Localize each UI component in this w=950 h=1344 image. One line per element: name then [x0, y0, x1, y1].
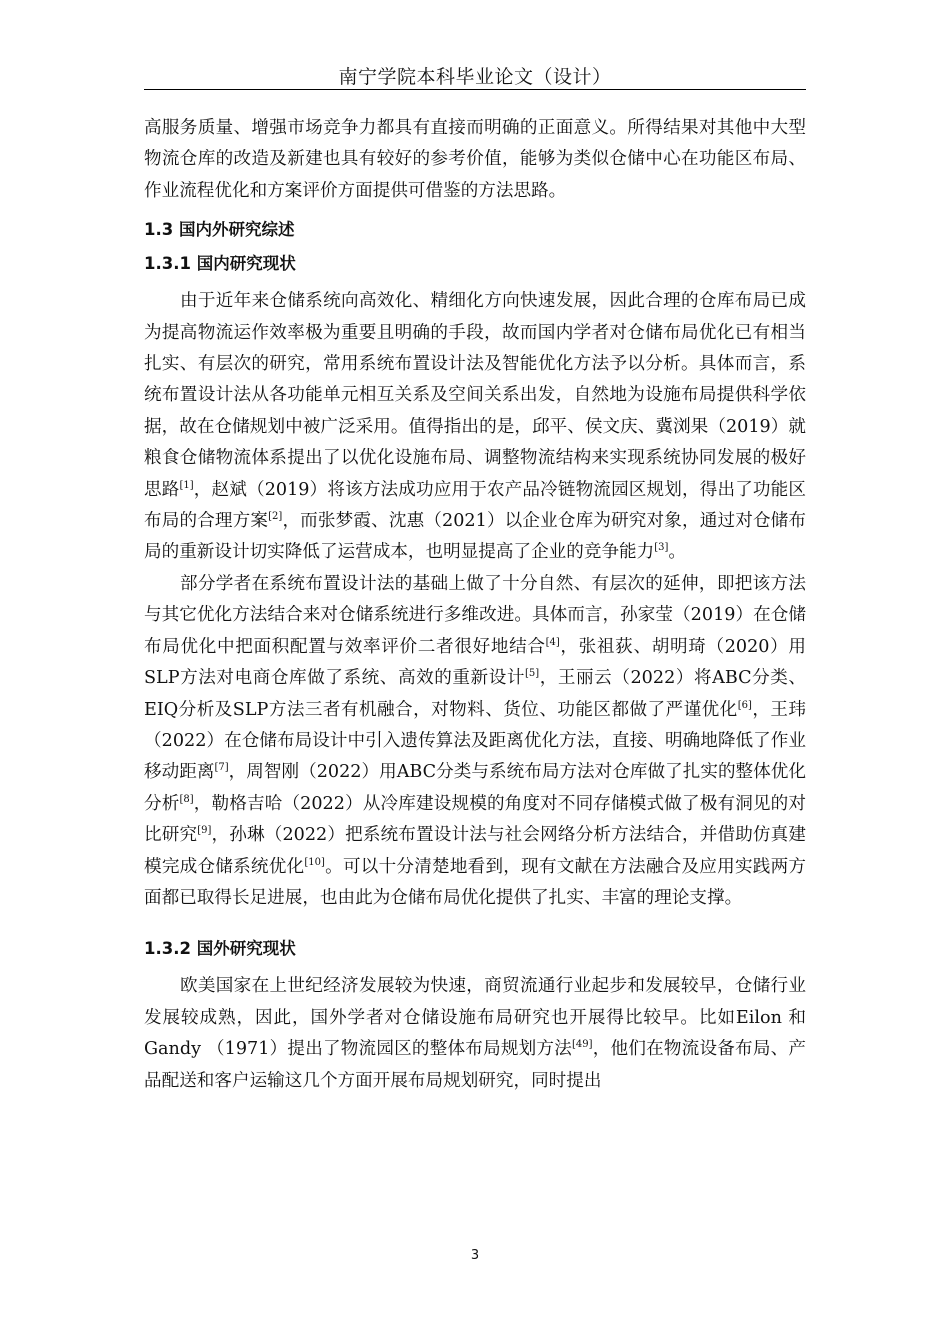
citation-ref-6: [6]	[737, 699, 752, 711]
foreign-research-paragraph-1	[144, 971, 806, 1097]
citation-ref-49: [49]	[572, 1039, 593, 1051]
text-run: 。可以十分清楚地看到，现有文献在方法融合及应用实践两方面都已取得长足进展，也由此为仓储布局优化提供了扎实、丰富的理论支撑。	[144, 856, 806, 908]
citation-ref-7: [7]	[214, 762, 229, 774]
text-run: ，赵斌（2019）将该方法成功应用于农产品冷链物流园区规划，得出了功能区布局的合理方案	[144, 479, 806, 532]
section-heading-1-3-2: 1.3.2 国外研究现状	[144, 939, 296, 959]
domestic-research-paragraph-1	[144, 286, 806, 569]
page-body	[144, 113, 806, 1097]
text-run: ，王丽云（2022）将ABC分类、EIQ分析及SLP方法三者有机融合，对物料、货位、功能区都做了严谨优化	[144, 668, 806, 720]
text-run: 由于近年来仓储系统向高效化、精细化方向快速发展，因此合理的仓库布局已成为提高物流运作效率极为重要且明确的手段，故而国内学者对仓储布局优化已有相当扎实、有层次的研究，常用系统布置设计法及智能优化方法予以分析。具体而言，系统布置设计法从各功能单元相互关系及空间关系出发，自然地为设施布局提供科学依据，故在仓储规划中被广泛采用。值得指出的是，邱平、侯文庆、冀浏果（2019）就粮食仓储物流体系提出了以优化设施布局、调整物流结构来实现系统协同发展的极好思路	[144, 291, 806, 500]
text-run: ，孙琳（2022）把系统布置设计法与社会网络分析方法结合，并借助仿真建模完成仓储系统优化	[144, 825, 806, 877]
running-header: 南宁学院本科毕业论文（设计）	[338, 66, 612, 88]
section-heading-1-3: 1.3 国内外研究综述	[144, 220, 295, 240]
citation-ref-8: [8]	[179, 793, 194, 805]
page-number: 3	[470, 1248, 480, 1263]
text-run: ，勒格吉哈（2022）从冷库建设规模的角度对不同存储模式做了极有洞见的对比研究	[144, 793, 806, 846]
domestic-research-paragraph-2	[144, 569, 806, 914]
text-run: 部分学者在系统布置设计法的基础上做了十分自然、有层次的延伸，即把该方法与其它优化方法结合来对仓储系统进行多维改进。具体而言，孙家莹（2019）在仓储布局优化中把面积配置与效率评价二者很好地结合	[144, 573, 806, 657]
text-run: ，周智刚（2022）用ABC分类与系统布局方法对仓库做了扎实的整体优化分析	[144, 762, 806, 814]
text-run: 。	[668, 542, 687, 563]
citation-ref-5: [5]	[525, 668, 540, 680]
citation-ref-10: [10]	[304, 856, 325, 868]
citation-ref-1: [1]	[179, 479, 194, 491]
intro-paragraph: 高服务质量、增强市场竞争力都具有直接而明确的正面意义。所得结果对其他中大型物流仓库的改造及新建也具有较好的参考价值，能够为类似仓储中心在功能区布局、作业流程优化和方案评价方面提供可借鉴的方法思路。	[144, 118, 806, 201]
section-heading-1-3-1: 1.3.1 国内研究现状	[144, 254, 296, 274]
text-run: ，王玮（2022）在仓储布局设计中引入遗传算法及距离优化方法，直接、明确地降低了作业移动距离	[144, 699, 806, 783]
citation-ref-3: [3]	[654, 542, 669, 554]
text-run: 欧美国家在上世纪经济发展较为快速，商贸流通行业起步和发展较早，仓储行业发展较成熟，因此，国外学者对仓储设施布局研究也开展得比较早。比如Eilon 和 Gandy （1971）提出了物流园区的整体布局规划方法	[144, 976, 806, 1060]
text-run: ，张祖荻、胡明琦（2020）用SLP方法对电商仓库做了系统、高效的重新设计	[144, 636, 806, 689]
citation-ref-9: [9]	[197, 825, 212, 837]
text-run: ，他们在物流设备布局、产品配送和客户运输这几个方面开展布局规划研究，同时提出	[144, 1039, 806, 1091]
citation-ref-4: [4]	[545, 636, 560, 648]
citation-ref-2: [2]	[268, 511, 283, 523]
header-rule	[144, 89, 806, 90]
text-run: ，而张梦霞、沈惠（2021）以企业仓库为研究对象，通过对仓储布局的重新设计切实降低了运营成本，也明显提高了企业的竞争能力	[144, 511, 806, 563]
